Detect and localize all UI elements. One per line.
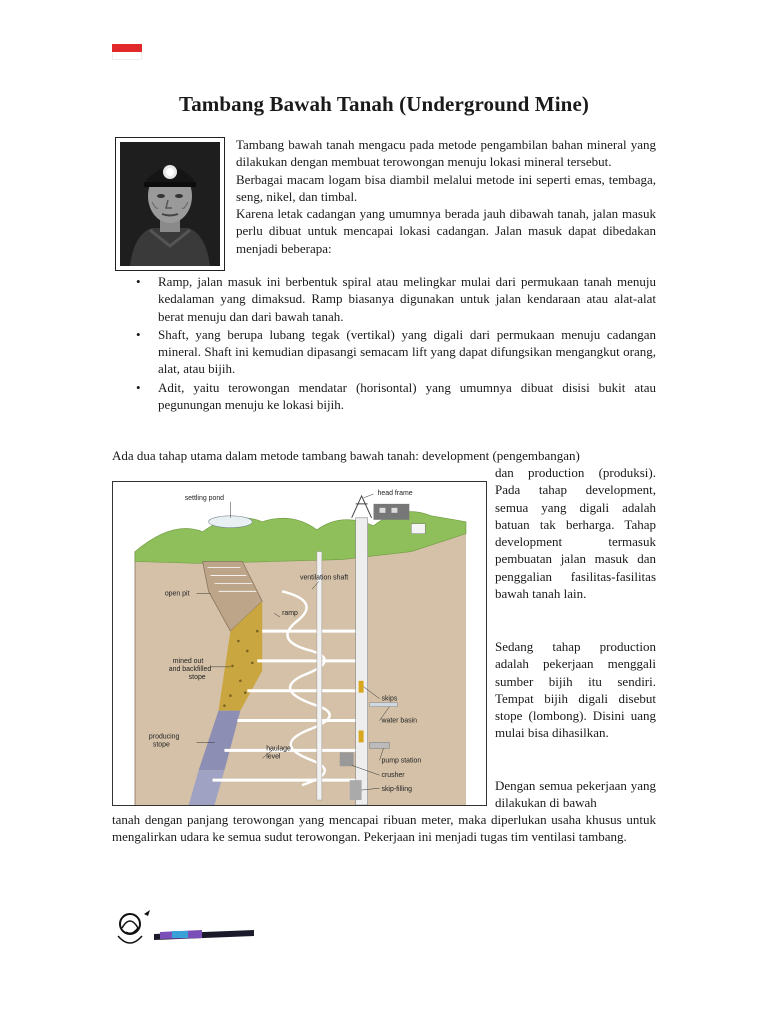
intro-paragraph-2: Berbagai macam logam bisa diambil melalui metode ini seperti emas, tembaga, seng, nikel, dan timbal. xyxy=(236,171,656,204)
development-intro-line: Ada dua tahap utama dalam metode tambang bawah tanah: development (pengembangan) xyxy=(112,448,580,463)
label-skips: skips xyxy=(381,695,398,703)
side-paragraph-ventilation: Dengan semua pekerjaan yang dilakukan di bawah xyxy=(495,778,656,811)
label-mined-out-3: stope xyxy=(188,673,206,681)
label-haulage-1: haulage xyxy=(266,745,291,753)
miner-portrait-image xyxy=(115,137,225,271)
list-item-adit: • Adit, yaitu terowongan mendatar (horisontal) yang umumnya dibuat disisi bukit atau pegunungan menuju ke lokasi bijih. xyxy=(136,379,656,414)
intro-paragraph-1: Tambang bawah tanah mengacu pada metode pengambilan bahan mineral yang dilakukan dengan membuat terowongan menuju lokasi mineral tersebut. xyxy=(236,137,656,170)
label-pump-station: pump station xyxy=(381,757,422,765)
intro-text xyxy=(236,136,656,257)
label-open-pit: open pit xyxy=(164,590,190,598)
label-mined-out-2: and backfilled xyxy=(168,665,212,673)
label-haulage-2: level xyxy=(266,753,281,761)
page-title: Tambang Bawah Tanah (Underground Mine) xyxy=(179,92,589,116)
footer-logo-image xyxy=(112,906,262,950)
label-ventilation: ventilation shaft xyxy=(299,574,349,582)
label-ramp: ramp xyxy=(282,610,298,618)
ventilation-paragraph: tanah dengan panjang terowongan yang mencapai ribuan meter, maka diperlukan usaha khusus untuk mengalirkan udara ke semua sudut terowongan. Pekerjaan ini menjadi tugas tim ventilasi tambang. xyxy=(112,812,656,845)
label-mined-out-1: mined out xyxy=(172,657,204,665)
access-types-list xyxy=(136,273,656,414)
label-water-basin: water basin xyxy=(381,717,417,725)
indonesian-flag xyxy=(112,44,142,60)
label-producing-2: stope xyxy=(152,741,170,749)
list-item-ramp: • Ramp, jalan masuk ini berbentuk spiral atau melingkar mulai dari permukaan tanah menuju kedalaman yang dimaksud. Ramp biasanya digunakan untuk jalan kendaraan atau alat-alat berat menuju dan dari bawah tanah. xyxy=(136,273,656,325)
side-paragraph-production: Sedang tahap production adalah pekerjaan menggali sumber bijih itu sendiri. Tempat bijih digali disebut stope (lombong). Disini uang mulai bisa dihasilkan. xyxy=(495,639,656,741)
label-crusher: crusher xyxy=(381,772,405,780)
list-item-shaft: • Shaft, yang berupa lubang tegak (vertikal) yang digali dari permukaan menuju cadangan mineral. Shaft ini kemudian dipasangi semacam lift yang dapat difungsikan mengangkut orang, alat, atau bijih. xyxy=(136,326,656,378)
label-skip-filling: skip-filling xyxy=(381,786,412,794)
intro-paragraph-3: Karena letak cadangan yang umumnya berada jauh dibawah tanah, jalan masuk perlu dibuat untuk mencapai lokasi cadangan. Jalan masuk dapat dibedakan menjadi beberapa: xyxy=(236,206,656,256)
label-settling-pond: settling pond xyxy=(184,494,225,502)
label-producing-1: producing xyxy=(148,733,180,741)
underground-mine-diagram xyxy=(112,481,487,806)
side-paragraph-development: dan production (produksi). Pada tahap development, semua yang digali adalah batuan tak berharga. Tahap development termasuk pembuatan jalan masuk dan penggalian fasilitas-fasilitas bawah tanah lain. xyxy=(495,465,656,602)
label-head-frame: head frame xyxy=(377,489,413,497)
